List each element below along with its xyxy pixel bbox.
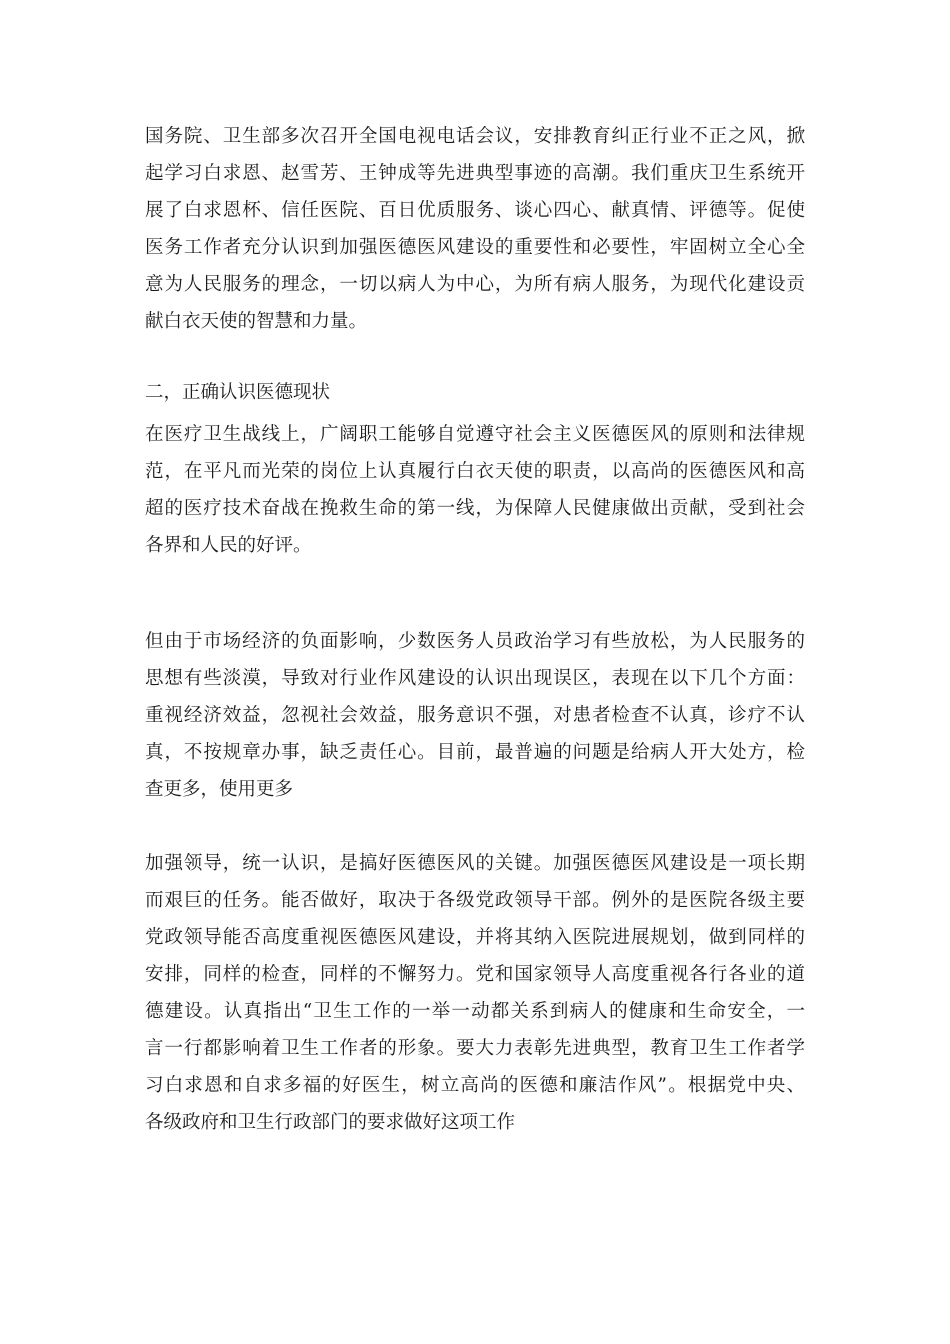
paragraph-3 xyxy=(145,623,805,808)
paragraph-1 xyxy=(145,118,805,340)
paragraph-line: 超的医疗技术奋战在挽救生命的第一线，为保障人民健康做出贡献，受到社会 xyxy=(145,498,805,519)
paragraph-line: 真，不按规章办事，缺乏责任心。目前，最普遍的问题是给病人开大处方，检 xyxy=(145,742,805,763)
paragraph-line: 重视经济效益，忽视社会效益，服务意识不强，对患者检查不认真，诊疗不认 xyxy=(145,705,805,726)
paragraph-line: 医务工作者充分认识到加强医德医风建设的重要性和必要性，牢固树立全心全 xyxy=(145,237,805,258)
paragraph-line: 安排，同样的检查，同样的不懈努力。党和国家领导人高度重视各行各业的道 xyxy=(145,964,805,985)
paragraph-2 xyxy=(145,416,805,564)
paragraph-line: 展了白求恩杯、信任医院、百日优质服务、谈心四心、献真情、评德等。促使 xyxy=(145,200,805,221)
paragraph-line: 党政领导能否高度重视医德医风建设，并将其纳入医院进展规划，做到同样的 xyxy=(145,927,805,948)
paragraph-4 xyxy=(145,845,805,1141)
paragraph-line: 习白求恩和自求多福的好医生，树立高尚的医德和廉洁作风”。根据党中央、 xyxy=(145,1075,805,1096)
paragraph-line: 国务院、卫生部多次召开全国电视电话会议，安排教育纠正行业不正之风，掀 xyxy=(145,126,805,147)
paragraph-line: 加强领导，统一认识，是搞好医德医风的关键。加强医德医风建设是一项长期 xyxy=(145,853,805,874)
paragraph-line: 范，在平凡而光荣的岗位上认真履行白衣天使的职责，以高尚的医德医风和高 xyxy=(145,461,805,482)
paragraph-line: 但由于市场经济的负面影响，少数医务人员政治学习有些放松，为人民服务的 xyxy=(145,631,805,652)
section-heading xyxy=(145,374,805,411)
paragraph-line: 意为人民服务的理念，一切以病人为中心，为所有病人服务，为现代化建设贡 xyxy=(145,274,805,295)
paragraph-line: 在医疗卫生战线上，广阔职工能够自觉遵守社会主义医德医风的原则和法律规 xyxy=(145,424,805,445)
section-heading-text: 二，正确认识医德现状 xyxy=(145,382,331,403)
paragraph-line: 各级政府和卫生行政部门的要求做好这项工作 xyxy=(145,1112,516,1133)
paragraph-line: 言一行都影响着卫生工作者的形象。要大力表彰先进典型，教育卫生工作者学 xyxy=(145,1038,805,1059)
paragraph-line: 而艰巨的任务。能否做好，取决于各级党政领导干部。例外的是医院各级主要 xyxy=(145,890,805,911)
paragraph-line: 各界和人民的好评。 xyxy=(145,535,312,556)
paragraph-line: 德建设。认真指出“卫生工作的一举一动都关系到病人的健康和生命安全，一 xyxy=(145,1001,805,1022)
paragraph-line: 起学习白求恩、赵雪芳、王钟成等先进典型事迹的高潮。我们重庆卫生系统开 xyxy=(145,163,805,184)
paragraph-line: 查更多，使用更多 xyxy=(145,779,294,800)
paragraph-line: 思想有些淡漠，导致对行业作风建设的认识出现误区，表现在以下几个方面： xyxy=(145,668,805,689)
paragraph-line: 献白衣天使的智慧和力量。 xyxy=(145,311,368,332)
